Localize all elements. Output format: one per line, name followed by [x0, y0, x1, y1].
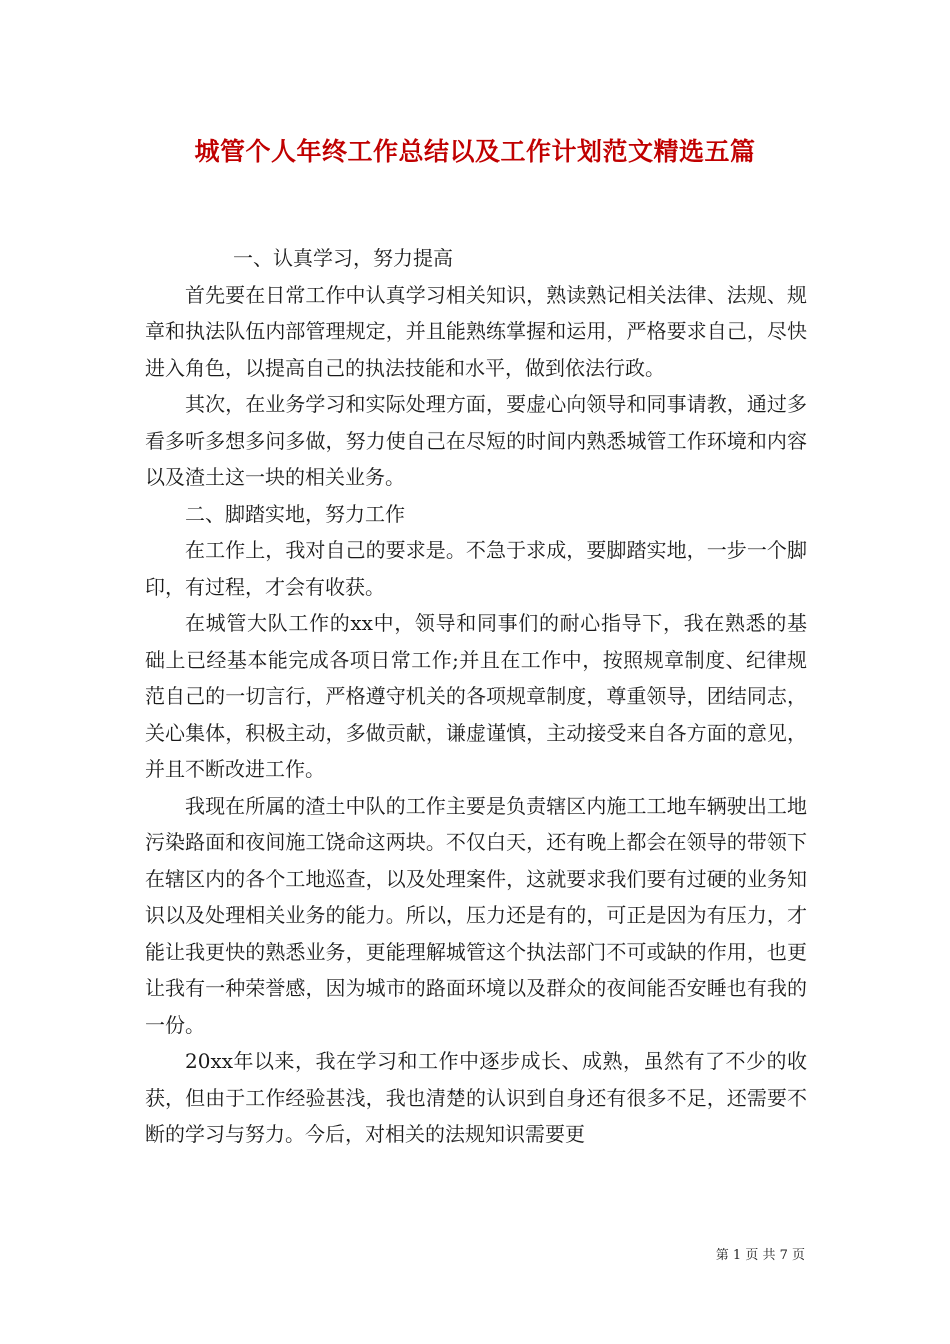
section-heading-1: 一、认真学习，努力提高: [233, 246, 453, 270]
document-title: 城管个人年终工作总结以及工作计划范文精选五篇: [194, 137, 756, 166]
paragraph: 在工作上，我对自己的要求是。不急于求成，要脚踏实地，一步一个脚印，有过程，才会有收获。: [145, 538, 807, 599]
paragraph: 在城管大队工作的xx中，领导和同事们的耐心指导下，我在熟悉的基础上已经基本能完成各项日常工作;并且在工作中，按照规章制度、纪律规范自己的一切言行，严格遵守机关的各项规章制度，尊重领导，团结同志，关心集体，积极主动，多做贡献，谦虚谨慎，主动接受来自各方面的意见，并且不断改进工作。: [145, 611, 807, 781]
paragraph: 我现在所属的渣土中队的工作主要是负责辖区内施工工地车辆驶出工地污染路面和夜间施工饶命这两块。不仅白天，还有晚上都会在领导的带领下在辖区内的各个工地巡查，以及处理案件，这就要求我们要有过硬的业务知识以及处理相关业务的能力。所以，压力还是有的，可正是因为有压力，才能让我更快的熟悉业务，更能理解城管这个执法部门不可或缺的作用，也更让我有一种荣誉感，因为城市的路面环境以及群众的夜间能否安睡也有我的一份。: [145, 793, 807, 1037]
section-heading-2: 二、脚踏实地，努力工作: [185, 501, 405, 526]
paragraph: 其次，在业务学习和实际处理方面，要虚心向领导和同事请教，通过多看多听多想多问多做，努力使自己在尽短的时间内熟悉城管工作环境和内容以及渣土这一块的相关业务。: [145, 392, 807, 489]
paragraph: 首先要在日常工作中认真学习相关知识，熟读熟记相关法律、法规、规章和执法队伍内部管理规定，并且能熟练掌握和运用，严格要求自己，尽快进入角色，以提高自己的执法技能和水平，做到依法行政。: [145, 282, 807, 380]
document-body: [145, 240, 807, 1153]
page-number: 第 1 页 共 7 页: [715, 1248, 805, 1263]
paragraph: 20xx年以来，我在学习和工作中逐步成长、成熟，虽然有了不少的收获，但由于工作经验甚浅，我也清楚的认识到自身还有很多不足，还需要不断的学习与努力。今后，对相关的法规知识需要更: [145, 1049, 807, 1146]
